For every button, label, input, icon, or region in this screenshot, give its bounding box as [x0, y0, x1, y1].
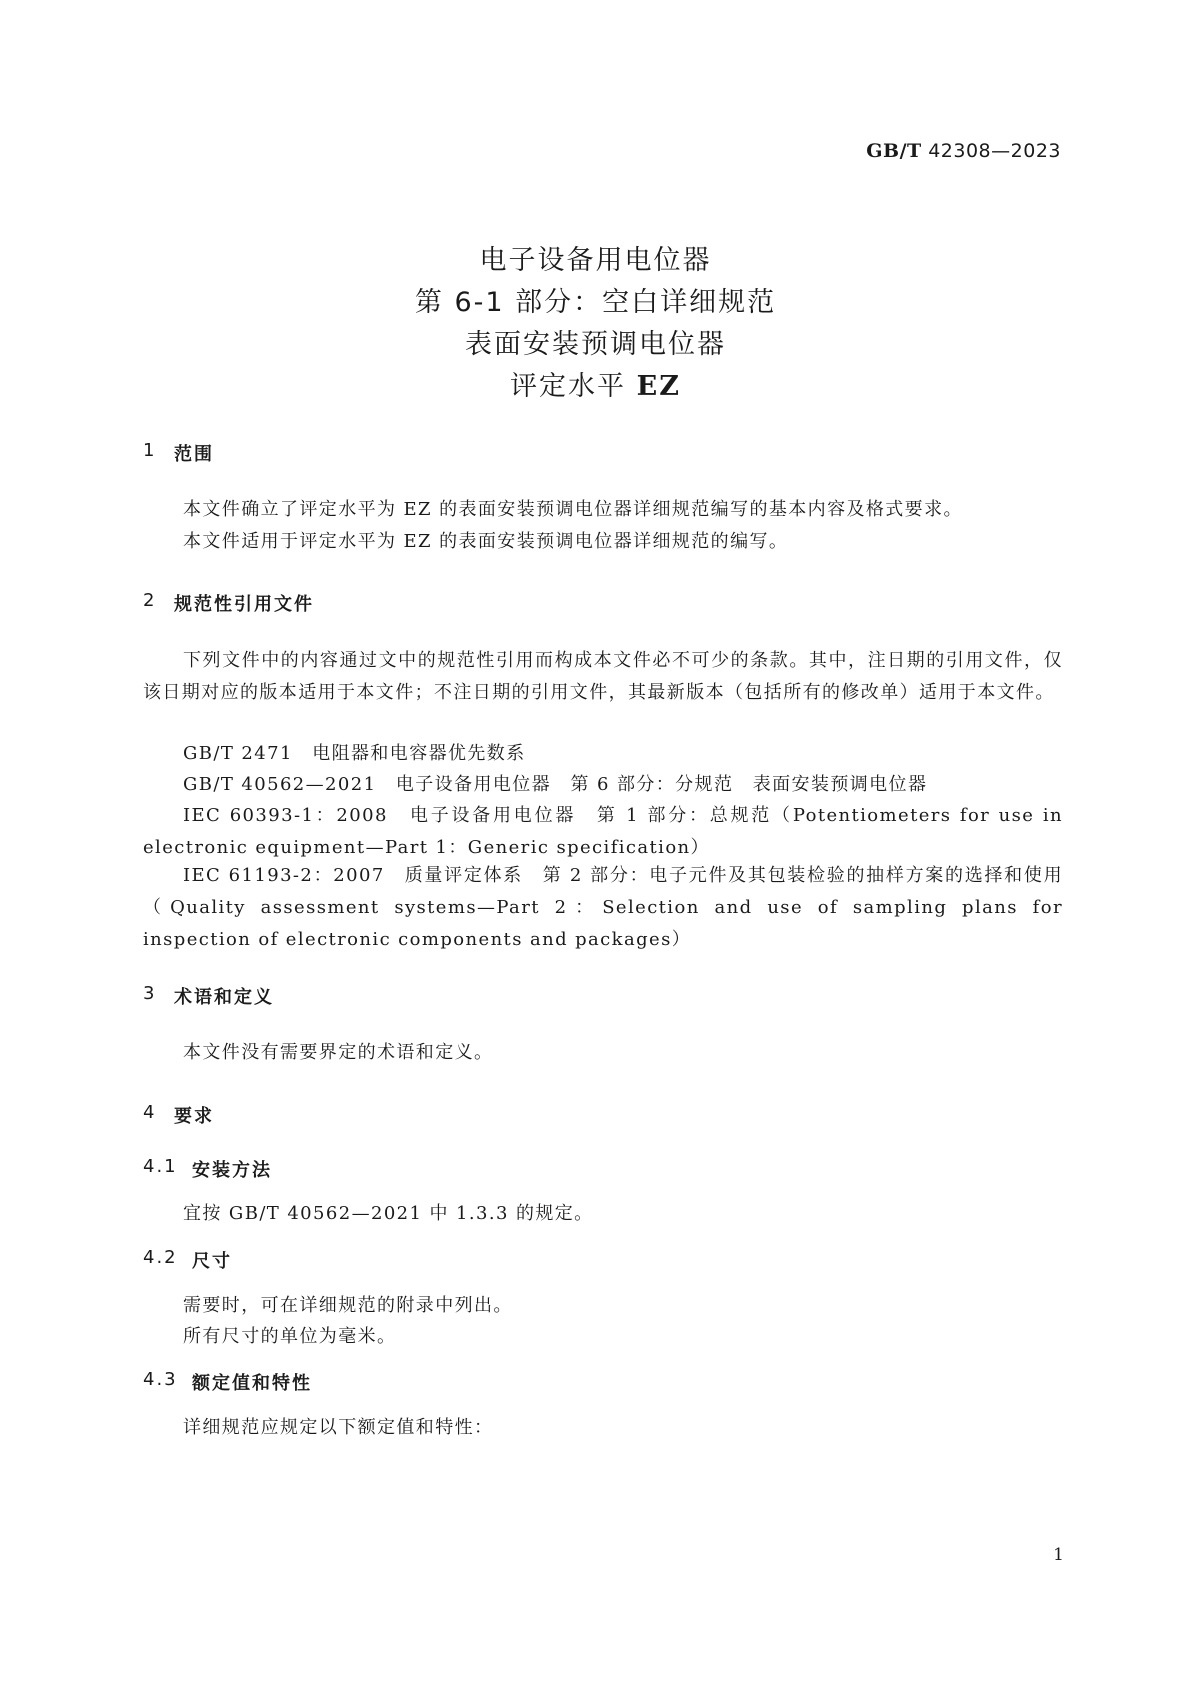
section-4-1-paragraph: 宜按 GB/T 40562—2021 中 1.3.3 的规定。 [183, 1203, 594, 1224]
section-3-paragraph: 本文件没有需要界定的术语和定义。 [183, 1042, 494, 1063]
standard-code [866, 140, 1061, 162]
document-title [0, 240, 1191, 408]
section-1-paragraph-2: 本文件适用于评定水平为 EZ 的表面安装预调电位器详细规范的编写。 [183, 531, 789, 552]
section-4-2-paragraph-2: 所有尺寸的单位为毫米。 [183, 1326, 397, 1347]
section-4-3-paragraph: 详细规范应规定以下额定值和特性： [183, 1417, 494, 1438]
section-4-heading [143, 1102, 214, 1128]
section-1-heading [143, 440, 214, 466]
section-4-2-heading [143, 1247, 232, 1273]
section-4-1-title: 安装方法 [192, 1160, 272, 1181]
title-line-4 [0, 366, 1191, 408]
section-4-3-title: 额定值和特性 [192, 1373, 312, 1394]
section-2-number: 2 [143, 590, 157, 611]
section-3-title: 术语和定义 [174, 987, 274, 1008]
section-2-title: 规范性引用文件 [174, 594, 314, 615]
reference-3: IEC 60393-1：2008 电子设备用电位器 第 1 部分：总规范（Potentiometers for use in electronic equipment—Part 1：Generic specification） [143, 805, 1063, 858]
title-line-1: 电子设备用电位器 [479, 245, 712, 276]
section-3-number: 3 [143, 983, 157, 1004]
reference-4: IEC 61193-2：2007 质量评定体系 第 2 部分：电子元件及其包装检验的抽样方案的选择和使用（Quality assessment systems—Part 2：Selection and use of sampling plans for inspection of electronic components and packages） [143, 865, 1063, 950]
section-1-number: 1 [143, 440, 157, 461]
section-4-2-title: 尺寸 [192, 1251, 232, 1272]
standard-number: 42308—2023 [928, 140, 1061, 162]
section-4-3-heading [143, 1369, 312, 1395]
reference-2: GB/T 40562—2021 电子设备用电位器 第 6 部分：分规范 表面安装预调电位器 [183, 774, 928, 795]
page-number: 1 [1053, 1545, 1064, 1565]
section-2-intro: 下列文件中的内容通过文中的规范性引用而构成本文件必不可少的条款。其中，注日期的引用文件，仅该日期对应的版本适用于本文件；不注日期的引用文件，其最新版本（包括所有的修改单）适用于本文件。 [143, 650, 1063, 703]
section-1-title: 范围 [174, 444, 214, 465]
title-line-4-latin: EZ [636, 371, 681, 402]
section-4-number: 4 [143, 1102, 157, 1123]
reference-1: GB/T 2471 电阻器和电容器优先数系 [183, 743, 526, 764]
section-4-title: 要求 [174, 1106, 214, 1127]
section-4-1-heading [143, 1156, 272, 1182]
section-1-paragraph-1: 本文件确立了评定水平为 EZ 的表面安装预调电位器详细规范编写的基本内容及格式要求。 [183, 499, 963, 520]
section-4-2-number: 4.2 [143, 1247, 178, 1268]
title-line-3: 表面安装预调电位器 [465, 329, 726, 360]
section-4-1-number: 4.1 [143, 1156, 178, 1177]
section-4-2-paragraph-1: 需要时，可在详细规范的附录中列出。 [183, 1295, 513, 1316]
section-3-heading [143, 983, 274, 1009]
standard-prefix: GB/T [866, 140, 922, 162]
section-4-3-number: 4.3 [143, 1369, 178, 1390]
section-2-heading [143, 590, 314, 616]
title-line-4-cn: 评定水平 [510, 371, 627, 402]
title-line-2: 第 6-1 部分：空白详细规范 [414, 287, 777, 318]
